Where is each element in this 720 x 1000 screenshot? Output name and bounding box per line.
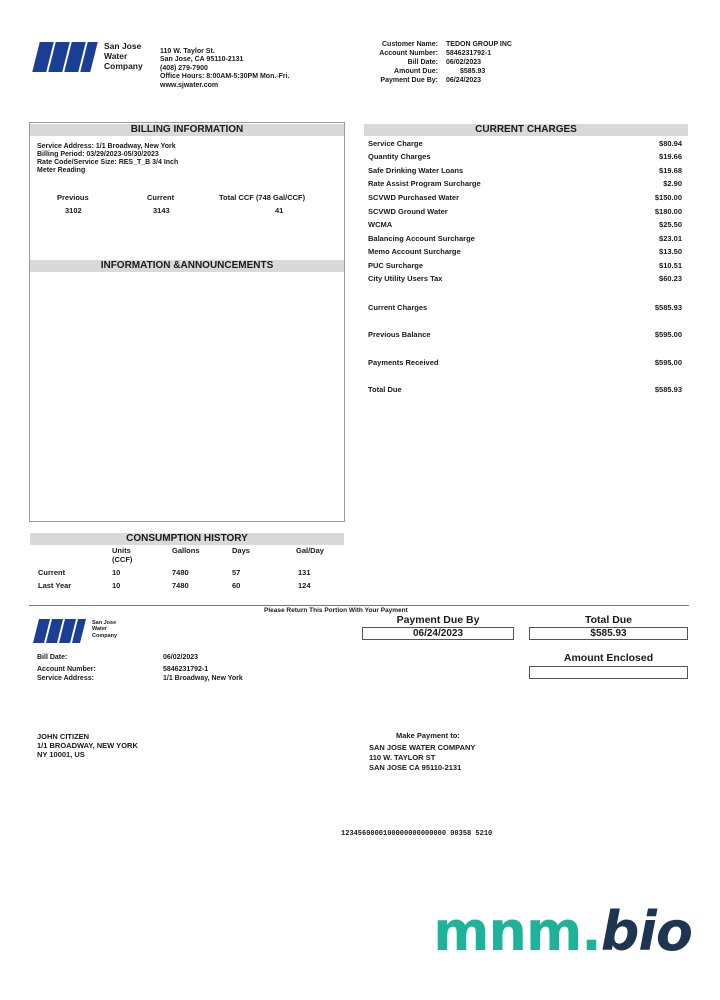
charge-row: PUC Surcharge $10.51 — [368, 261, 682, 270]
total-row: Previous Balance $595.00 — [368, 330, 682, 339]
total-due-label: Total Due — [584, 614, 633, 626]
ocr-scanline: 1234560000100000000000000 00358 5210 — [341, 830, 493, 838]
consumption-header-gallons: Gallons — [172, 546, 200, 555]
consumption-cell: 60 — [232, 581, 241, 590]
consumption-cell: 7480 — [172, 568, 189, 577]
charge-row: SCVWD Ground Water $180.00 — [368, 207, 682, 216]
account-summary: Customer Name: TEDON GROUP INC Account Number: 5846231792-1 Bill Date: 06/02/2023 Amount Due: $585.93 Payment Due By: 06/24/2023 — [379, 41, 512, 85]
current-charges-title: CURRENT CHARGES — [364, 124, 688, 136]
payment-due-label: Payment Due By — [396, 614, 480, 626]
total-row: Payments Received $595.00 — [368, 358, 682, 367]
charge-row: Service Charge $80.94 — [368, 139, 682, 148]
billing-info-title: BILLING INFORMATION — [30, 124, 344, 136]
consumption-row-label: Current — [38, 568, 66, 577]
charge-row: City Utility Users Tax $60.23 — [368, 274, 682, 283]
consumption-header-days: Days — [232, 546, 250, 555]
stub-fields: Bill Date: 06/02/2023 Account Number: 5846231792-1 Service Address: 1/1 Broadway, New York — [37, 654, 243, 682]
stub-divider — [29, 605, 689, 606]
total-row: Current Charges $585.93 — [368, 303, 682, 312]
charge-row: Safe Drinking Water Loans $19.68 — [368, 166, 682, 175]
return-note: Please Return This Portion With Your Payment — [264, 607, 408, 614]
charges-list — [368, 139, 682, 409]
company-logo-text: San Jose Water Company — [104, 41, 143, 71]
charge-row: Rate Assist Program Surcharge $2.90 — [368, 179, 682, 188]
amount-enclosed-label: Amount Enclosed — [563, 652, 654, 664]
consumption-cell: 57 — [232, 568, 241, 577]
consumption-cell: 131 — [298, 568, 311, 577]
consumption-history-title: CONSUMPTION HISTORY — [30, 533, 344, 545]
charge-row: Memo Account Surcharge $13.50 — [368, 247, 682, 256]
customer-address: JOHN CITIZEN 1/1 BROADWAY, NEW YORK NY 10001, US — [37, 732, 138, 759]
consumption-cell: 10 — [112, 581, 121, 590]
charge-row: SCVWD Purchased Water $150.00 — [368, 193, 682, 202]
charge-row: Quantity Charges $19.66 — [368, 152, 682, 161]
amount-enclosed-input[interactable] — [529, 666, 688, 679]
billing-details: Service Address: 1/1 Broadway, New York Billing Period: 03/29/2023-05/30/2023 Rate Code/Service Size: RES_T_B 3/4 Inch Meter Reading — [37, 143, 179, 174]
charge-row: Balancing Account Surcharge $23.01 — [368, 234, 682, 243]
total-row: Total Due $585.93 — [368, 385, 682, 394]
total-due-box: $585.93 — [529, 627, 688, 640]
consumption-cell: 7480 — [172, 581, 189, 590]
billing-info-panel — [29, 122, 345, 522]
charge-row: WCMA $25.50 — [368, 220, 682, 229]
make-payment-label: Make Payment to: — [396, 731, 460, 740]
stub-logo-text: San Jose Water Company — [92, 620, 118, 639]
company-address: 110 W. Taylor St. San Jose, CA 95110-2131 (408) 279-7900 Office Hours: 8:00AM-5:30PM Mon.-Fri. www.sjwater.com — [160, 48, 290, 89]
consumption-cell: 10 — [112, 568, 121, 577]
consumption-cell: 124 — [298, 581, 311, 590]
consumption-header-units: Units (CCF) — [112, 546, 133, 564]
stub-logo-mark — [36, 619, 83, 643]
payee-address: SAN JOSE WATER COMPANY 110 W. TAYLOR ST SAN JOSE CA 95110-2131 — [369, 743, 476, 772]
sjw-logo-mark — [36, 42, 94, 72]
mnm-bio-watermark: mnm.bio — [433, 900, 692, 963]
consumption-header-galday: Gal/Day — [296, 546, 324, 555]
payment-due-box: 06/24/2023 — [362, 627, 514, 640]
announcements-title: INFORMATION &ANNOUNCEMENTS — [30, 260, 344, 272]
consumption-row-label: Last Year — [38, 581, 72, 590]
